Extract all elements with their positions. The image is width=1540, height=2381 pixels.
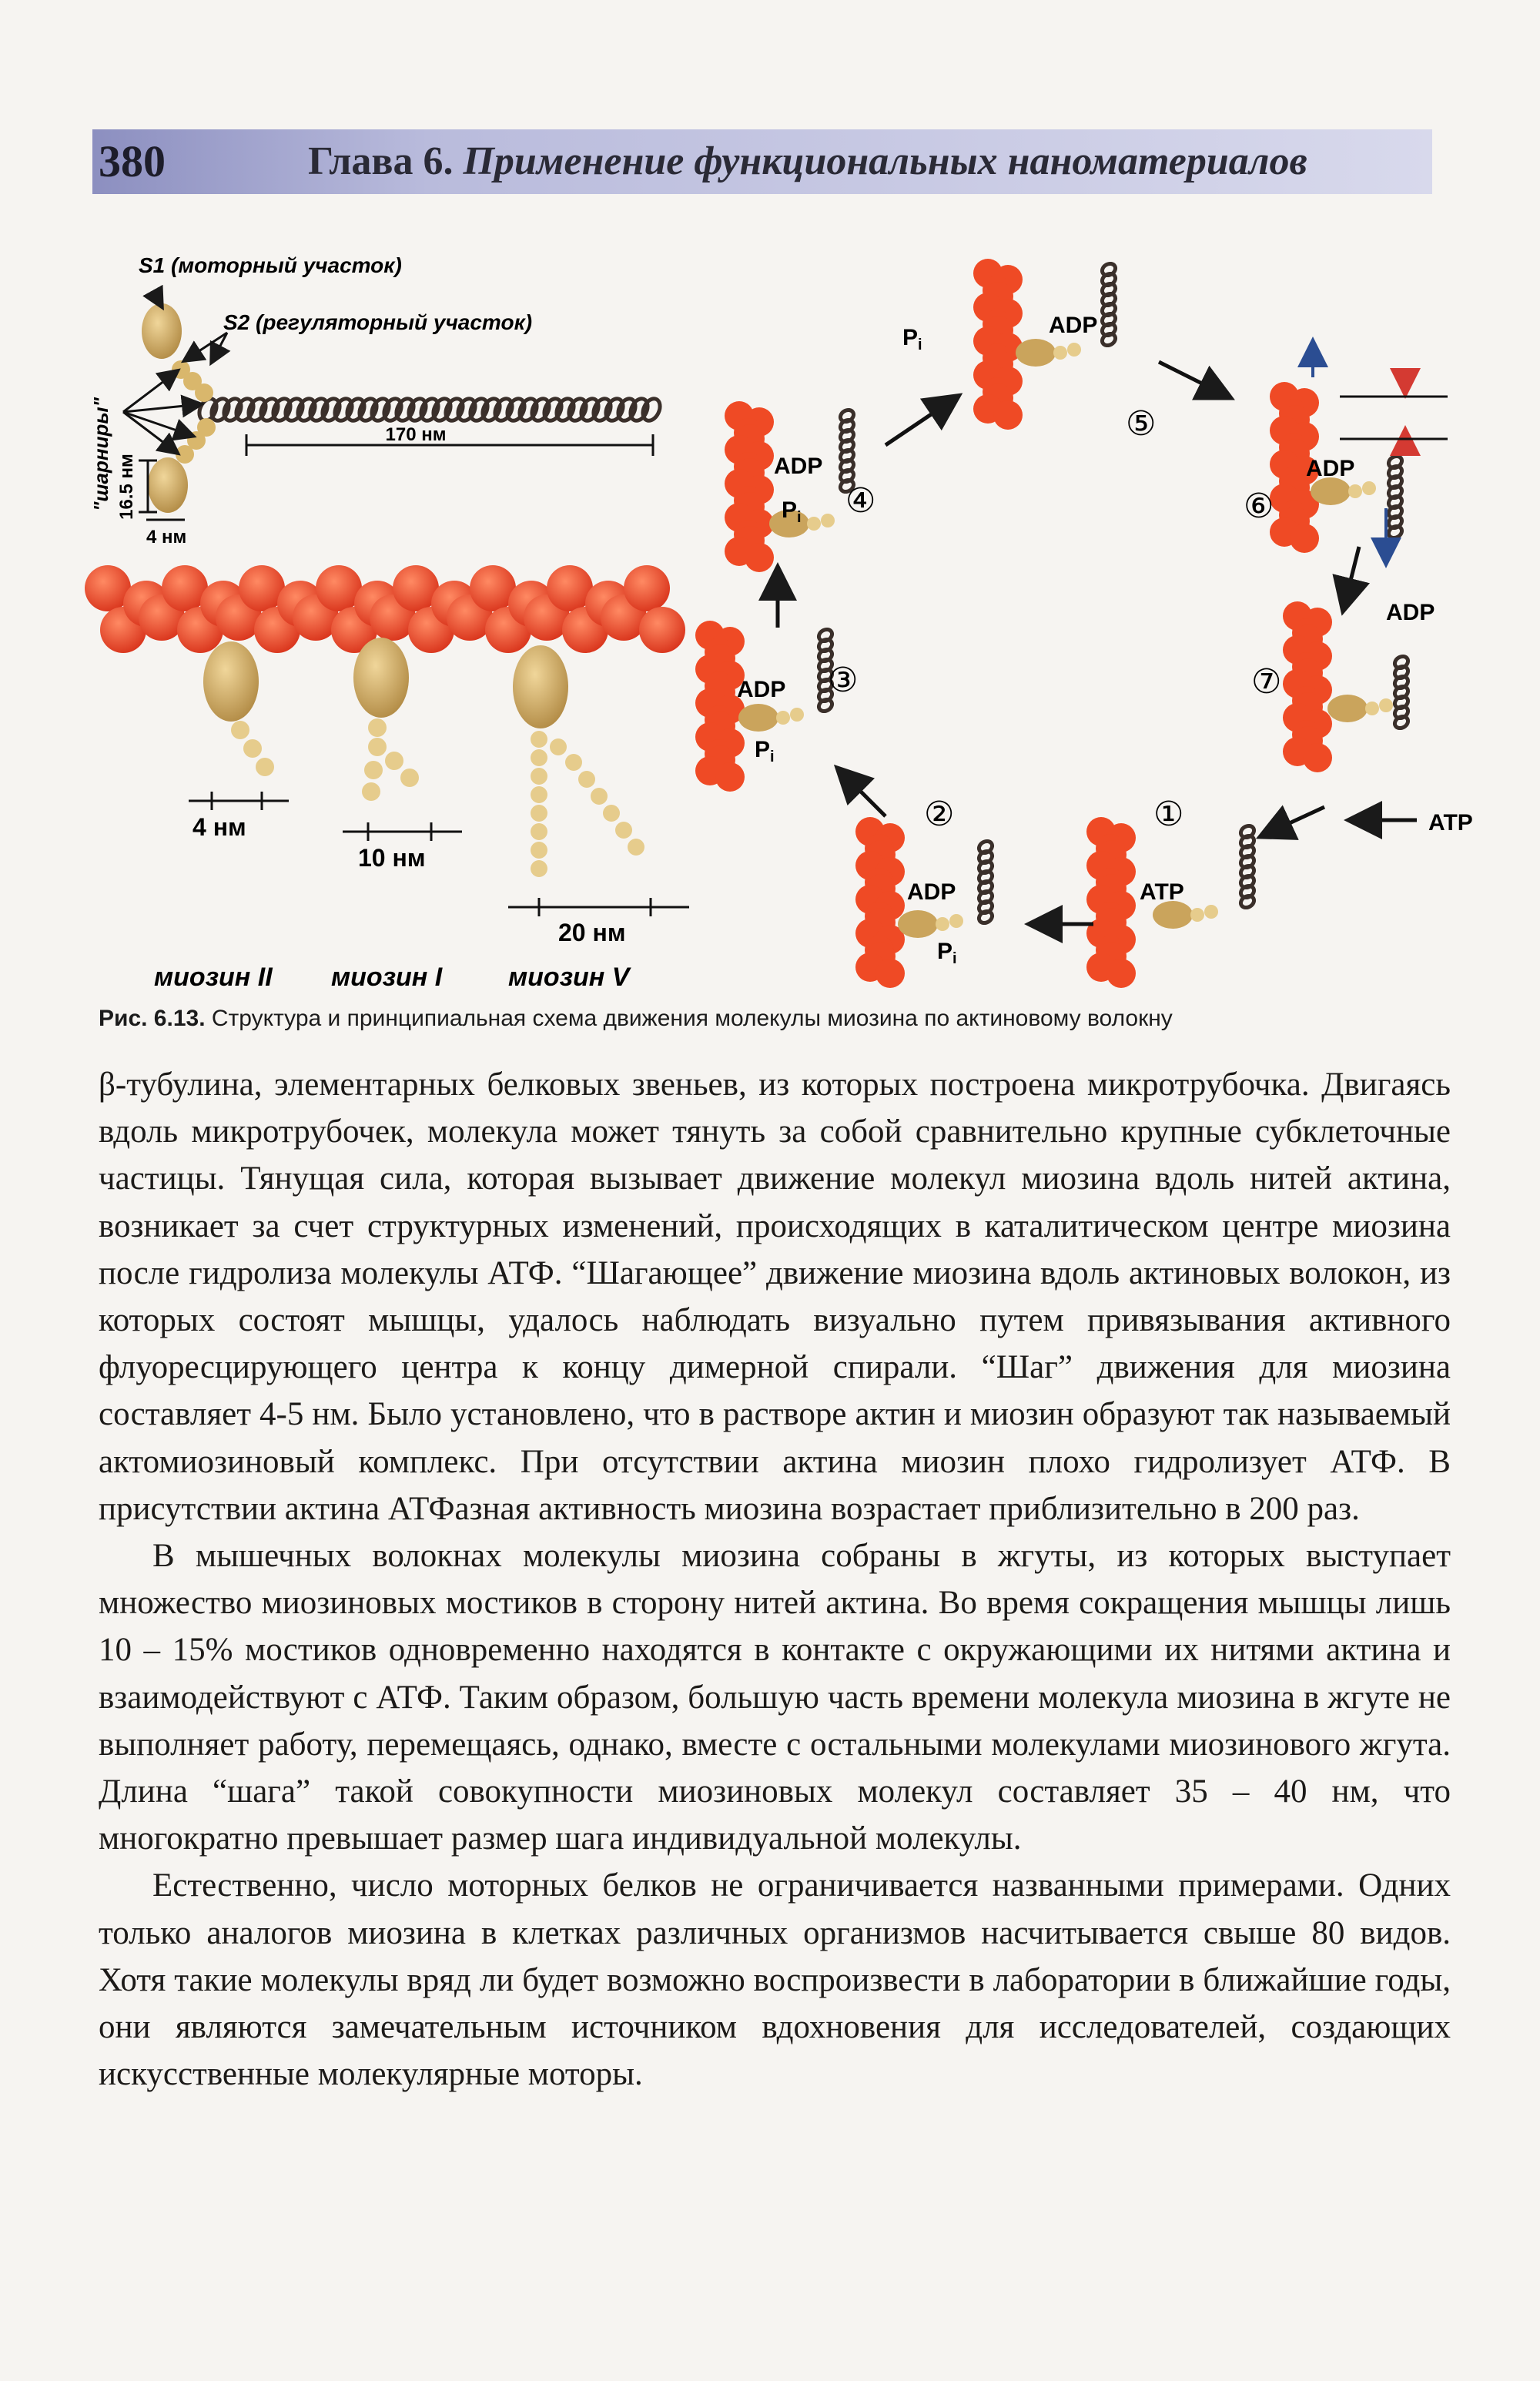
actin-bead (1303, 743, 1332, 772)
actin-bead (715, 762, 745, 792)
myosin-thick-helix (1387, 454, 1404, 540)
pi-subscript: i (918, 337, 922, 353)
pi-subscript: i (770, 748, 775, 765)
myosin-2-head (203, 641, 259, 722)
neck-bead (1365, 702, 1379, 715)
neck-bead (1379, 698, 1393, 712)
step-3-marker: ③ (828, 661, 859, 699)
myosin-thick-helix (1239, 823, 1257, 909)
myosin-head-2 (898, 910, 938, 938)
myosin-2-label: миозин II (154, 963, 273, 992)
actin-station-3 (695, 621, 745, 792)
actin-station-2 (855, 817, 905, 988)
neck-bead (1190, 908, 1204, 922)
pi-label: $P_i$ (782, 497, 802, 526)
pi-label: $P_i$ (755, 737, 775, 765)
s1-label: S1 (моторный участок) (139, 253, 402, 277)
adp-label: ADP (907, 879, 956, 905)
caption-label: Рис. 6.13. (99, 1006, 206, 1031)
myosin-types-diagram (85, 565, 689, 992)
neck-bead (821, 514, 835, 527)
atp-label: ATP (1140, 879, 1184, 905)
neck-bead (936, 917, 949, 931)
length-170-label: 170 нм (385, 424, 447, 445)
myosin-figure (77, 246, 1473, 1001)
myosin-head-1 (1153, 901, 1193, 929)
neck-bead (1204, 905, 1218, 919)
actin-station-5 (973, 259, 1023, 430)
paragraph: β-тубулина, элементарных белковых звеньев, из которых построена микротрубочка. Двигаясь вдоль микротрубочек, молекула может тянуть за собой сравнительно крупные субклеточные частицы. Тянущая сила, которая вызывает движение молекул миозина вдоль нитей актина, возникает за счет структурных изменений, происходящих в каталитическом центре миозина после гидролиза молекулы АТФ. “Шагающее” движение миозина вдоль актиновых волокон, из которых состоят мышцы, удалось наблюдать визуально путем привязывания активного флуоресцирующего центра к концу димерной спирали. “Шаг” движения для миозина составляет 4-5 нм. Было установлено, что в растворе актин и миозин образуют так называемый актомиозиновый комплекс. При отсутствии актина миозин плохо гидролизует АТФ. В присутствии актина АТФазная активность миозина возрастает приблизительно в 200 раз. (99, 1067, 1451, 1527)
chapter-name: Применение функциональных наноматериалов (463, 139, 1307, 183)
neck-bead (1362, 481, 1376, 495)
neck-bead (362, 782, 380, 801)
neck-bead (364, 761, 383, 779)
step-4-marker: ④ (845, 482, 876, 520)
figure-caption (99, 1006, 1454, 1032)
actin-station-4 (725, 401, 774, 572)
step-7-marker: ⑦ (1251, 663, 1282, 701)
actin-bead (993, 400, 1023, 430)
s1-head-lower (148, 457, 188, 513)
chapter-prefix: Глава 6. (308, 139, 454, 183)
myosin-cycle-diagram (695, 259, 1410, 988)
neck-bead (368, 738, 387, 756)
page-number: 380 (99, 136, 166, 186)
neck-bead (195, 383, 213, 402)
neck-bead (368, 718, 387, 737)
actin-bead (745, 543, 774, 572)
actin-bead (1106, 959, 1136, 988)
myosin-5-label: миозин V (508, 963, 630, 992)
myosin-thick-helix (1100, 261, 1118, 347)
neck-bead (790, 708, 804, 722)
length-16-5-label: 16.5 нм (116, 454, 137, 520)
myosin-1-label: миозин I (331, 963, 443, 992)
step-1-marker: ① (1153, 795, 1184, 833)
neck-bead (949, 914, 963, 928)
adp-label: ADP (1386, 600, 1435, 625)
neck-bead (1053, 346, 1067, 360)
myosin-5-head (513, 645, 568, 728)
myosin-thick-helix (1393, 654, 1411, 730)
step-6-marker: ⑥ (1244, 487, 1274, 525)
pi-label: $P_i$ (902, 325, 922, 353)
coiled-coil-tail (196, 396, 664, 424)
myosin-head-5 (1016, 339, 1056, 367)
myosin-1-head (353, 638, 409, 718)
actin-bead (624, 565, 670, 611)
myosin-thick-helix (839, 407, 856, 494)
step-5-marker: ⑤ (1126, 405, 1157, 443)
actin-bead (1290, 524, 1319, 553)
s2-label: S2 (регуляторный участок) (223, 310, 533, 334)
s1-head-upper (142, 303, 182, 359)
pi-subscript: i (952, 950, 957, 967)
neck-bead (400, 769, 419, 787)
actin-station-1 (1086, 817, 1136, 988)
neck-bead (1067, 343, 1081, 357)
myosin-head-3 (738, 704, 778, 732)
myosin-head-6 (1311, 477, 1351, 505)
step-2-marker: ② (924, 795, 955, 833)
myosin-thick-helix (977, 839, 995, 925)
paragraph: Естественно, число моторных белков не ограничивается названными примерами. Одних только аналогов миозина в клетках различных организмов насчитывается свыше 80 видов. Хотя такие молекулы вряд ли будет возможно воспроизвести в лаборатории в ближайшие годы, они являются замечательным источником вдохновения для исследователей, создающих искусственные молекулярные моторы. (99, 1867, 1451, 2093)
adp-label: ADP (1049, 313, 1098, 338)
caption-text: Структура и принципиальная схема движения молекулы миозина по актиновому волокну (211, 1006, 1173, 1031)
neck-bead (776, 711, 790, 725)
hinges-label: "шарниры" (89, 397, 112, 511)
actin-bead (875, 959, 905, 988)
neck-bead (807, 517, 821, 531)
atp-label: ATP (1428, 810, 1473, 836)
myosin-structure-diagram (89, 253, 663, 548)
neck-bead (256, 758, 274, 776)
neck-bead (243, 739, 262, 758)
neck-bead (1348, 484, 1362, 498)
adp-label: ADP (737, 677, 786, 702)
length-4-label: 4 нм (146, 527, 187, 548)
neck-bead (385, 752, 403, 770)
pi-label: $P_i$ (937, 939, 957, 967)
adp-label: ADP (774, 454, 823, 479)
adp-label: ADP (1306, 456, 1355, 481)
actin-station-7 (1283, 601, 1332, 772)
neck-bead (231, 721, 249, 739)
neck-bead (197, 418, 216, 437)
step-10nm-label: 10 нм (358, 844, 426, 872)
myosin-5-lever (531, 731, 644, 877)
pi-subscript: i (797, 509, 802, 526)
paragraph: В мышечных волокнах молекулы миозина собраны в жгуты, из которых выступает множество миозиновых мостиков в сторону нитей актина. Во время сокращения мышцы лишь 10 – 15% мостиков одновременно находятся в контакте с окружающими их нитями актина и взаимодействуют с АТФ. Таким образом, большую часть времени молекула миозина в жгуте не выполняет работу, перемещаясь, однако, вместе с остальными молекулами миозинового жгута. Длина “шага” такой совокупности миозиновых молекул составляет 35 – 40 нм, что многократно превышает размер шага индивидуальной молекулы. (99, 1538, 1451, 1857)
step-20nm-label: 20 нм (558, 919, 626, 946)
actin-bead (639, 607, 685, 653)
body-text (99, 1061, 1451, 2098)
chapter-title (308, 139, 1307, 184)
myosin-head-7 (1327, 695, 1368, 722)
step-4nm-label: 4 нм (192, 813, 246, 841)
